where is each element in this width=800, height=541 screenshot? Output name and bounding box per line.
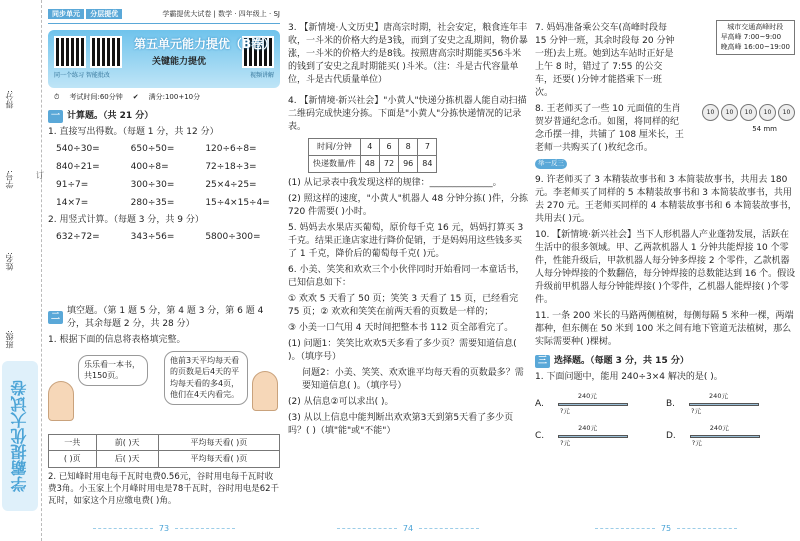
bar-segment	[558, 403, 628, 406]
page-number: 73	[48, 523, 280, 535]
question-text: (2) 照这样的速度，"小黄人"机器人 48 分钟分拣( )件，分拣 720 件需要( )小时。	[288, 193, 528, 217]
qr-code-icon[interactable]	[90, 36, 122, 68]
bar-question-label: ?元	[691, 439, 702, 448]
info-item: ③ 小美一口气用 4 天时间把整本书 112 页全部看完了。	[288, 323, 514, 334]
question-text: (2) 从信息②可以求出( )。	[288, 397, 394, 408]
page-74	[288, 0, 528, 541]
question-text: 3. 【新情境·人文历史】唐高宗时期，社会安定，粮食连年丰收，一斗米的价格大约是3钱，而到了安史之乱期间，物价暴涨，一斗米的价格大约是8钱。按照唐高宗时期能买56斗米的钱到了安史之乱时期能买( )斗米。（注：斗是古代容量单位，斗是古代质量单位）	[288, 23, 528, 86]
calc-item[interactable]: 120÷6÷8=	[205, 144, 257, 155]
table-cell: 8	[399, 139, 418, 156]
choice-options	[535, 388, 797, 448]
vertical-calc	[56, 231, 280, 244]
table-cell[interactable]: 后( )天	[96, 451, 158, 468]
coin-icon: 10	[740, 104, 757, 121]
question-text: 8. 王老师买了一些 10 元面值的生肖贺岁普通纪念币。如图，将同样的纪念币摆一排，共铺了 108 厘米长，王老师一共购买了( )枚纪念币。	[535, 104, 684, 154]
tag-layered: 分层提优	[86, 9, 122, 19]
table-row	[49, 434, 280, 451]
question-text: 6. 小美、笑笑和欢欢三个小伙伴同时开始看同一本童话书，已知信息如下：	[288, 264, 525, 288]
brand-vertical: 学霸提优大试卷	[2, 361, 38, 511]
option-a[interactable]	[535, 392, 666, 416]
option-b[interactable]	[666, 392, 797, 416]
binding-mark: 订	[36, 171, 44, 180]
table-row	[309, 139, 437, 156]
calc-item[interactable]: 400÷8=	[130, 162, 169, 173]
option-label: D.	[666, 430, 676, 441]
option-label: A.	[535, 398, 544, 409]
bar-diagram	[681, 392, 761, 416]
bar-segment	[690, 435, 760, 438]
table-cell[interactable]: 平均每天看( )页	[158, 451, 279, 468]
table-row	[309, 155, 437, 172]
schedule-pm: 晚高峰 16:00~19:00	[720, 42, 790, 51]
coin-icon: 10	[759, 104, 776, 121]
question-text: 2. 已知峰时用电每千瓦时电费0.56元，谷时用电每千瓦时收费3角。小玉家上个月峰时用电是78千瓦时，谷时用电是62千瓦时，如家这个月应缴电费( )角。	[48, 471, 280, 507]
question-text: (1) 从记录表中我发现这样的规律：______________。	[288, 177, 502, 188]
peak-schedule	[716, 20, 795, 55]
question-text: 7. 妈妈准备乘公交车(高峰时段每 15 分钟一班，其余时段每 20 分钟一班)去上班。她到达车站时正好是上午 8 时，错过了 7:55 的公交车，还要( )分钟才能搭乘下一班次。	[535, 23, 675, 99]
table-cell: 4	[360, 139, 379, 156]
table-cell: 72	[379, 155, 398, 172]
calc-item[interactable]: 540÷30=	[56, 144, 100, 155]
page-73	[48, 0, 280, 541]
schedule-am: 早高峰 7:00~9:00	[720, 32, 782, 41]
calc-grid	[56, 143, 280, 210]
question-text: 问题2：小美、笑笑、欢欢谁平均每天看的页数最多？需要知道信息( )。（填序号）	[302, 368, 524, 392]
student-no-label: 学号:	[5, 170, 14, 189]
question-text: 4. 【新情境·新兴社会】"小黄人"快递分拣机器人能自动扫描二维码完成快速分拣。下面是"小黄人"分拣快递情况的记录表。	[288, 96, 527, 133]
series-title: 学霸提优大试卷 | 数学 · 四年级上 · SJ	[162, 10, 280, 19]
section-title: 选择题。（每题 3 分，共 15 分）	[554, 356, 689, 367]
child-figure-icon	[252, 371, 278, 411]
question-text: (1) 问题1：笑笑比欢欢5天多看了多少页？需要知道信息( )。（填序号）	[288, 339, 517, 363]
bar-question-label: ?元	[559, 407, 570, 416]
coin-icon: 10	[702, 104, 719, 121]
schedule-title: 城市交通高峰时段	[727, 23, 784, 31]
clock-icon: ⏱	[54, 93, 60, 101]
section-number: 一	[48, 110, 63, 123]
table-row	[49, 451, 280, 468]
exam-score: 满分:100+10分	[148, 93, 201, 101]
bar-total-label: 240元	[578, 424, 598, 433]
question-text: 1. 根据下面的信息将表格填完整。	[48, 334, 186, 345]
score-label: 得分:	[5, 90, 14, 109]
table-cell: 6	[379, 139, 398, 156]
measure-label: 54 mm	[752, 125, 777, 133]
bar-question-label: ?元	[560, 439, 571, 448]
bar-total-label: 240元	[709, 392, 728, 401]
section-title: 计算题。（共 21 分）	[67, 111, 154, 122]
option-label: B.	[666, 398, 676, 409]
exam-time: 考试时间:60分钟	[69, 93, 123, 101]
question-text: 2. 用竖式计算。（每题 3 分，共 9 分）	[48, 215, 204, 226]
bar-total-label: 240元	[709, 424, 729, 433]
calc-item[interactable]: 91÷7=	[56, 180, 89, 191]
question-text: 9. 许老师买了 3 本精装故事书和 3 本简装故事书，共用去 180 元。李老师买了同样的 5 本精装故事书和 3 本简装故事书，共用去 270 元。王老师买同样的 4 本精装故事书和 6 本简装故事书，共用去( )元。	[535, 174, 797, 224]
calc-item[interactable]: 72÷18÷3=	[205, 162, 257, 173]
calc-item[interactable]: 840÷21=	[56, 162, 100, 173]
calc-item[interactable]: 343÷56=	[130, 232, 175, 243]
qr-caption: 视频讲解	[249, 72, 274, 79]
coin-icon: 10	[721, 104, 738, 121]
calc-item[interactable]: 300÷30=	[130, 180, 175, 191]
name-label: 姓名:	[5, 252, 14, 271]
option-c[interactable]	[535, 424, 666, 448]
table-cell[interactable]: ( )页	[49, 451, 97, 468]
table-cell: 一共	[49, 434, 97, 451]
question-text: 5. 妈妈去水果店买葡萄，原价每千克 16 元，妈妈打算买 3 千克。结果正逢店家进行降价促销，于是妈妈用这些钱多买了 1 千克，降价后的葡萄每千克( )元。	[288, 222, 524, 259]
table-cell: 时间/分钟	[309, 139, 361, 156]
calc-item[interactable]: 632÷72=	[56, 232, 100, 243]
calc-item[interactable]: 25×4÷25=	[205, 180, 257, 191]
section-header	[48, 305, 280, 331]
table-cell: 96	[399, 155, 418, 172]
page-header	[48, 6, 280, 24]
question-text: 1. 下面问题中，能用 240÷3×4 解决的是( )。	[535, 372, 723, 383]
calc-item[interactable]: 5800÷300=	[205, 232, 261, 243]
sort-record-table	[308, 138, 437, 172]
table-cell: 7	[418, 139, 437, 156]
calc-item[interactable]: 15÷4×15÷4=	[205, 198, 270, 209]
fill-table	[48, 434, 280, 468]
binding-strip	[0, 0, 42, 541]
exam-meta	[48, 90, 280, 104]
table-cell[interactable]: 前( )天	[96, 434, 158, 451]
section-title: 填空题。（第 1 题 5 分，第 4 题 3 分，第 6 题 4 分，其余每题 2 分，共 28 分）	[67, 305, 264, 329]
table-cell: 快递数量/件	[309, 155, 361, 172]
option-d[interactable]	[666, 424, 797, 448]
bar-diagram	[550, 392, 630, 416]
info-item: ① 欢欢 5 天看了 50 页；笑笑 3 天看了 15 页，已经看完 75 页；② 欢欢和笑笑在前两天看的页数是一样的；	[288, 293, 519, 317]
class-label: 班级:	[5, 330, 14, 349]
page-subtitle: 关键能力提优	[152, 57, 207, 67]
speech-bubble: 乐乐看一本书，共150页。	[78, 355, 148, 386]
coin-icon: 10	[778, 104, 795, 121]
page-75	[535, 0, 797, 541]
speech-bubble: 他前3天平均每天看的页数是后4天的平均每天看的多4页，他们在4天内看完。	[164, 351, 248, 405]
qr-caption: 同一个练习 智能批改	[54, 72, 110, 79]
bar-question-label: ?元	[691, 407, 701, 416]
calc-item[interactable]: 650÷50=	[130, 144, 175, 155]
tag-sync-unit: 同步单元	[48, 9, 84, 19]
page-number: 74	[288, 523, 528, 535]
option-label: C.	[535, 430, 545, 441]
check-icon: ✔	[132, 93, 139, 101]
section-number: 二	[48, 311, 63, 324]
tip-badge[interactable]: 举一反三	[535, 159, 567, 168]
bar-total-label: 240元	[577, 392, 597, 401]
table-cell[interactable]: 平均每天看( )页	[158, 434, 279, 451]
question-text: 1. 直接写出得数。（每题 1 分，共 12 分）	[48, 127, 219, 138]
question-text: (3) 从以上信息中能判断出欢欢第3天到第5天看了多少页吗？( )（填"能"或"不能"）	[288, 413, 514, 437]
section-header	[48, 110, 280, 123]
bar-diagram	[682, 424, 762, 448]
qr-code-icon[interactable]	[54, 36, 86, 68]
child-figure-icon	[48, 381, 74, 421]
calc-item[interactable]: 280÷35=	[130, 198, 175, 209]
question-text: 10. 【新情境·新兴社会】当下人形机器人产业蓬勃发展，活跃在生活中的很多领域。甲、乙两款机器人 1 分钟共能焊接 10 个零件，性能升级后，甲款机器人每分钟多焊接 2 个零件，乙款机器人每分钟焊接的个数翻倍，每分钟焊接的总数能达到 16 个。假设升级前甲机器人每分钟能焊接( )个零件，乙机器人能焊接( )个零件。	[535, 229, 796, 305]
section-number: 三	[535, 355, 550, 368]
coin-row	[702, 104, 795, 121]
calc-item[interactable]: 14×7=	[56, 198, 89, 209]
bar-diagram	[550, 424, 630, 448]
page-number: 75	[535, 523, 797, 535]
section-header	[535, 355, 797, 368]
story-illustration	[48, 351, 280, 431]
bar-segment	[558, 435, 628, 438]
table-cell: 84	[418, 155, 437, 172]
page-title: 第五单元能力提优（B卷）	[134, 37, 276, 51]
bar-segment	[689, 403, 759, 406]
table-cell: 48	[360, 155, 379, 172]
title-banner	[48, 30, 280, 88]
question-text: 11. 一条 200 米长的马路两侧植树，每侧每隔 5 米种一棵，两端都种，但东侧在 50 米到 100 米之间有地下管道无法植树，那么实际需要种( )棵树。	[535, 310, 794, 348]
